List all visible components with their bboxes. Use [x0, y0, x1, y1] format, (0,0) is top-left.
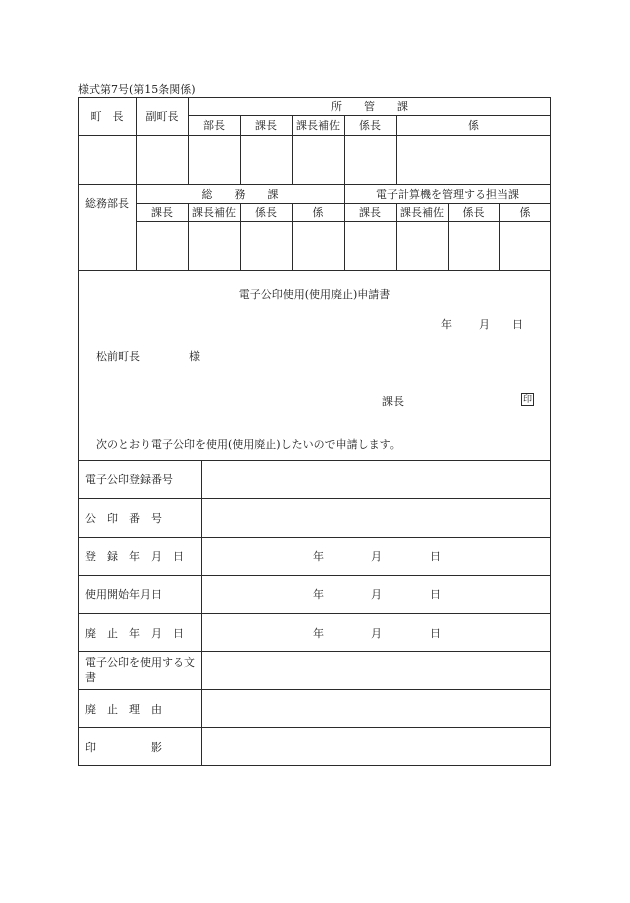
stamp-cell-cs-staff[interactable]	[500, 222, 550, 269]
col-section-chief: 課長	[255, 119, 277, 132]
stamp-cell-mayor[interactable]	[79, 136, 135, 183]
field-label-use-start-date: 使用開始年月日	[85, 588, 162, 601]
abolition-date-month: 月	[371, 627, 382, 640]
seal-mark-icon: 印	[522, 395, 532, 405]
field-label-seal-number: 公 印 番 号	[85, 512, 162, 525]
application-title: 電子公印使用(使用廃止)申請書	[238, 288, 391, 301]
responsible-section-header: 所 管 課	[331, 100, 408, 113]
col-staff: 係	[468, 119, 479, 132]
col-director: 部長	[203, 119, 225, 132]
general-affairs-section-header: 総 務 課	[201, 187, 279, 201]
stamp-cell-cs-section-chief[interactable]	[345, 222, 395, 269]
cs-col-assistant-chief: 課長補佐	[400, 206, 444, 219]
cs-col-section-chief: 課長	[359, 206, 381, 219]
stamp-cell-deputy-mayor[interactable]	[137, 136, 187, 183]
field-value-abolition-reason[interactable]	[202, 690, 550, 726]
addressee-honorific: 様	[189, 350, 200, 363]
field-value-seal-registration-number[interactable]	[202, 461, 550, 497]
field-label-seal-impression: 印 影	[85, 741, 162, 754]
applicant-title: 課長	[382, 395, 404, 408]
registration-date-day: 日	[430, 550, 441, 563]
stamp-cell-ga-subsection-chief[interactable]	[241, 222, 291, 269]
application-date-year: 年	[441, 318, 452, 331]
cs-col-staff: 係	[519, 206, 531, 219]
stamp-cell-ga-section-chief[interactable]	[137, 222, 187, 269]
field-label-target-documents: 電子公印を使用する文書	[85, 656, 195, 684]
abolition-date-day: 日	[430, 627, 441, 640]
registration-date-year: 年	[313, 550, 324, 563]
field-value-seal-impression[interactable]	[202, 728, 550, 765]
stamp-cell-subsection-chief[interactable]	[345, 136, 395, 183]
deputy-mayor-header: 副町長	[145, 110, 179, 123]
field-label-seal-registration-number: 電子公印登録番号	[85, 473, 173, 486]
mayor-header: 町 長	[90, 110, 124, 123]
general-affairs-director-header: 総務部長	[85, 196, 129, 210]
computer-section-header: 電子計算機を管理する担当課	[376, 187, 519, 201]
stamp-cell-cs-assistant-chief[interactable]	[397, 222, 447, 269]
use-start-date-day: 日	[430, 588, 441, 601]
use-start-date-year: 年	[313, 588, 324, 601]
stamp-cell-ga-staff[interactable]	[293, 222, 343, 269]
col-subsection-chief: 係長	[359, 119, 381, 132]
field-value-target-documents[interactable]	[202, 652, 550, 688]
application-form	[78, 97, 551, 766]
form-number-label: 様式第7号(第15条関係)	[78, 83, 196, 96]
abolition-date-year: 年	[313, 627, 324, 640]
stamp-cell-staff[interactable]	[397, 136, 550, 183]
addressee: 松前町長	[96, 350, 140, 363]
stamp-cell-ga-director[interactable]	[79, 222, 135, 269]
field-label-abolition-date: 廃 止 年 月 日	[85, 627, 184, 640]
col-assistant-chief: 課長補佐	[296, 119, 340, 132]
field-label-abolition-reason: 廃 止 理 由	[85, 703, 162, 716]
stamp-cell-ga-assistant-chief[interactable]	[189, 222, 239, 269]
field-value-seal-number[interactable]	[202, 499, 550, 536]
use-start-date-month: 月	[371, 588, 382, 601]
application-date-day: 日	[512, 318, 523, 331]
stamp-cell-section-chief[interactable]	[241, 136, 291, 183]
ga-col-section-chief: 課長	[151, 206, 173, 219]
registration-date-month: 月	[371, 550, 382, 563]
ga-col-staff: 係	[312, 206, 324, 219]
application-date-month: 月	[479, 318, 490, 331]
field-label-registration-date: 登 録 年 月 日	[85, 550, 184, 563]
stamp-cell-cs-subsection-chief[interactable]	[449, 222, 498, 269]
stamp-cell-director[interactable]	[189, 136, 239, 183]
cs-col-subsection-chief: 係長	[462, 206, 485, 219]
ga-col-subsection-chief: 係長	[255, 206, 277, 219]
stamp-cell-assistant-chief[interactable]	[293, 136, 343, 183]
ga-col-assistant-chief: 課長補佐	[192, 206, 236, 219]
application-statement: 次のとおり電子公印を使用(使用廃止)したいので申請します。	[96, 438, 401, 451]
